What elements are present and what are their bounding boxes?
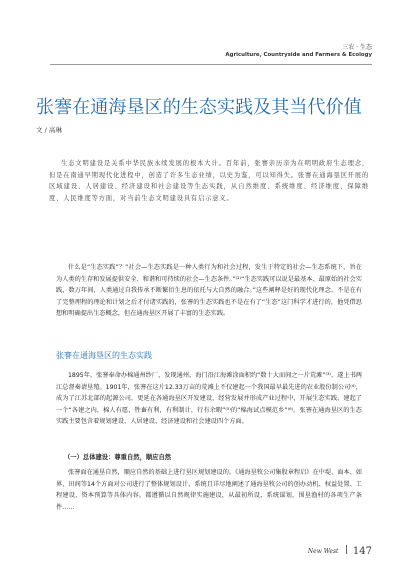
section-title-cn: 三农 · 生态 <box>342 44 372 51</box>
journal-name: New West <box>307 548 339 555</box>
article-abstract: 生态文明建设是关系中华民族永续发展的根本大计。百年前，张謇亲历亲为在明明政府生态理念，但是在南通早期现代化进程中，创造了许多生态业绩，以史为鉴，可以知得失。张謇在通海垦区开展的区域建设、人居建设、经济建设和社会建设等生态实践，从自然维度、系统维度、经济维度、保障维度、人民维度等方面，对当前生态文明建设具有启示意义。 <box>49 160 369 202</box>
section-title-en: Agriculture, Countryside and Farmers & Ecology <box>225 52 372 58</box>
page-footer <box>308 545 372 557</box>
section-paragraph: 1895年，张謇奉命办棉通州纱厂，发现通州、海门沿江海滩涂面积约“数十大而间之一片荒滩”⁽³⁾，遂上书两江总督奏请垦殖。1901年，张謇在这片12.33万亩的荒滩上不仅建起一个我国最早最先进的农业股份制公司⁽⁴⁾，成为了江苏北部的起源公司，更延在各通海垦区开发建设，经营发展并形成产业过程中，开展生态实践，建起了一个“各建之内，棉人有愿，牲畜有利，有利制计，行有余暇”⁽⁵⁾的“棉海试点模范乡”⁽⁶⁾。张謇在通海垦区的生态实践主要包含着规划建设、人居建设、经济建设和社会建设四个方面。 <box>56 372 362 426</box>
article-title: 张謇在通海垦区的生态实践及其当代价值 <box>36 97 362 118</box>
intro-paragraph: 什么是“生态实践”？“社会—生态实践是一种人类行为和社会过程，发生于特定的社会—生态系统下，旨在为人类的生存和发展提供安全、和谐和可持续的社会—生态条件。”⁽¹⁾“生态实践可以说是最基本、最原始的社会实践，数万年间，人类通过自我传承不断繁衍生息的依托与大自然的融合。”这些阐释是好的现代化理念。不是在有了完整理程的理论和计划之后才付诸实践的，张謇的生态实践也不是在有了“生态”这门科学才进行的，他凭借思想和明确提出生态概念，但在通海垦区开展了丰富的生态实践。 <box>56 264 362 318</box>
subsection-heading: （一）总体建设：尊重自然，顺应自然 <box>64 454 172 461</box>
page-number: 147 <box>352 546 372 557</box>
footer-divider <box>346 545 347 554</box>
section-heading: 张謇在通海垦区的生态实践 <box>56 351 152 360</box>
section-header <box>225 44 372 59</box>
header-divider <box>50 64 372 65</box>
article-byline: 文 / 高琳 <box>36 126 62 134</box>
subsection-paragraph: 张謇面在通垦自然，顺应自然的基础上进行垦区规划建设的。《通海垦牧公司集股章程启》在中堤、面本、如界、田间等14个方面对公司进行了整体规划设计，系统且详尽地阐述了通海垦牧公司的创办动机、权益处置、工程建设、资本预算等具体内容。都遵循以自然规律实施建设，从最初所设，系统谋划，围垦渔村的各项生产条件…… <box>56 469 362 511</box>
